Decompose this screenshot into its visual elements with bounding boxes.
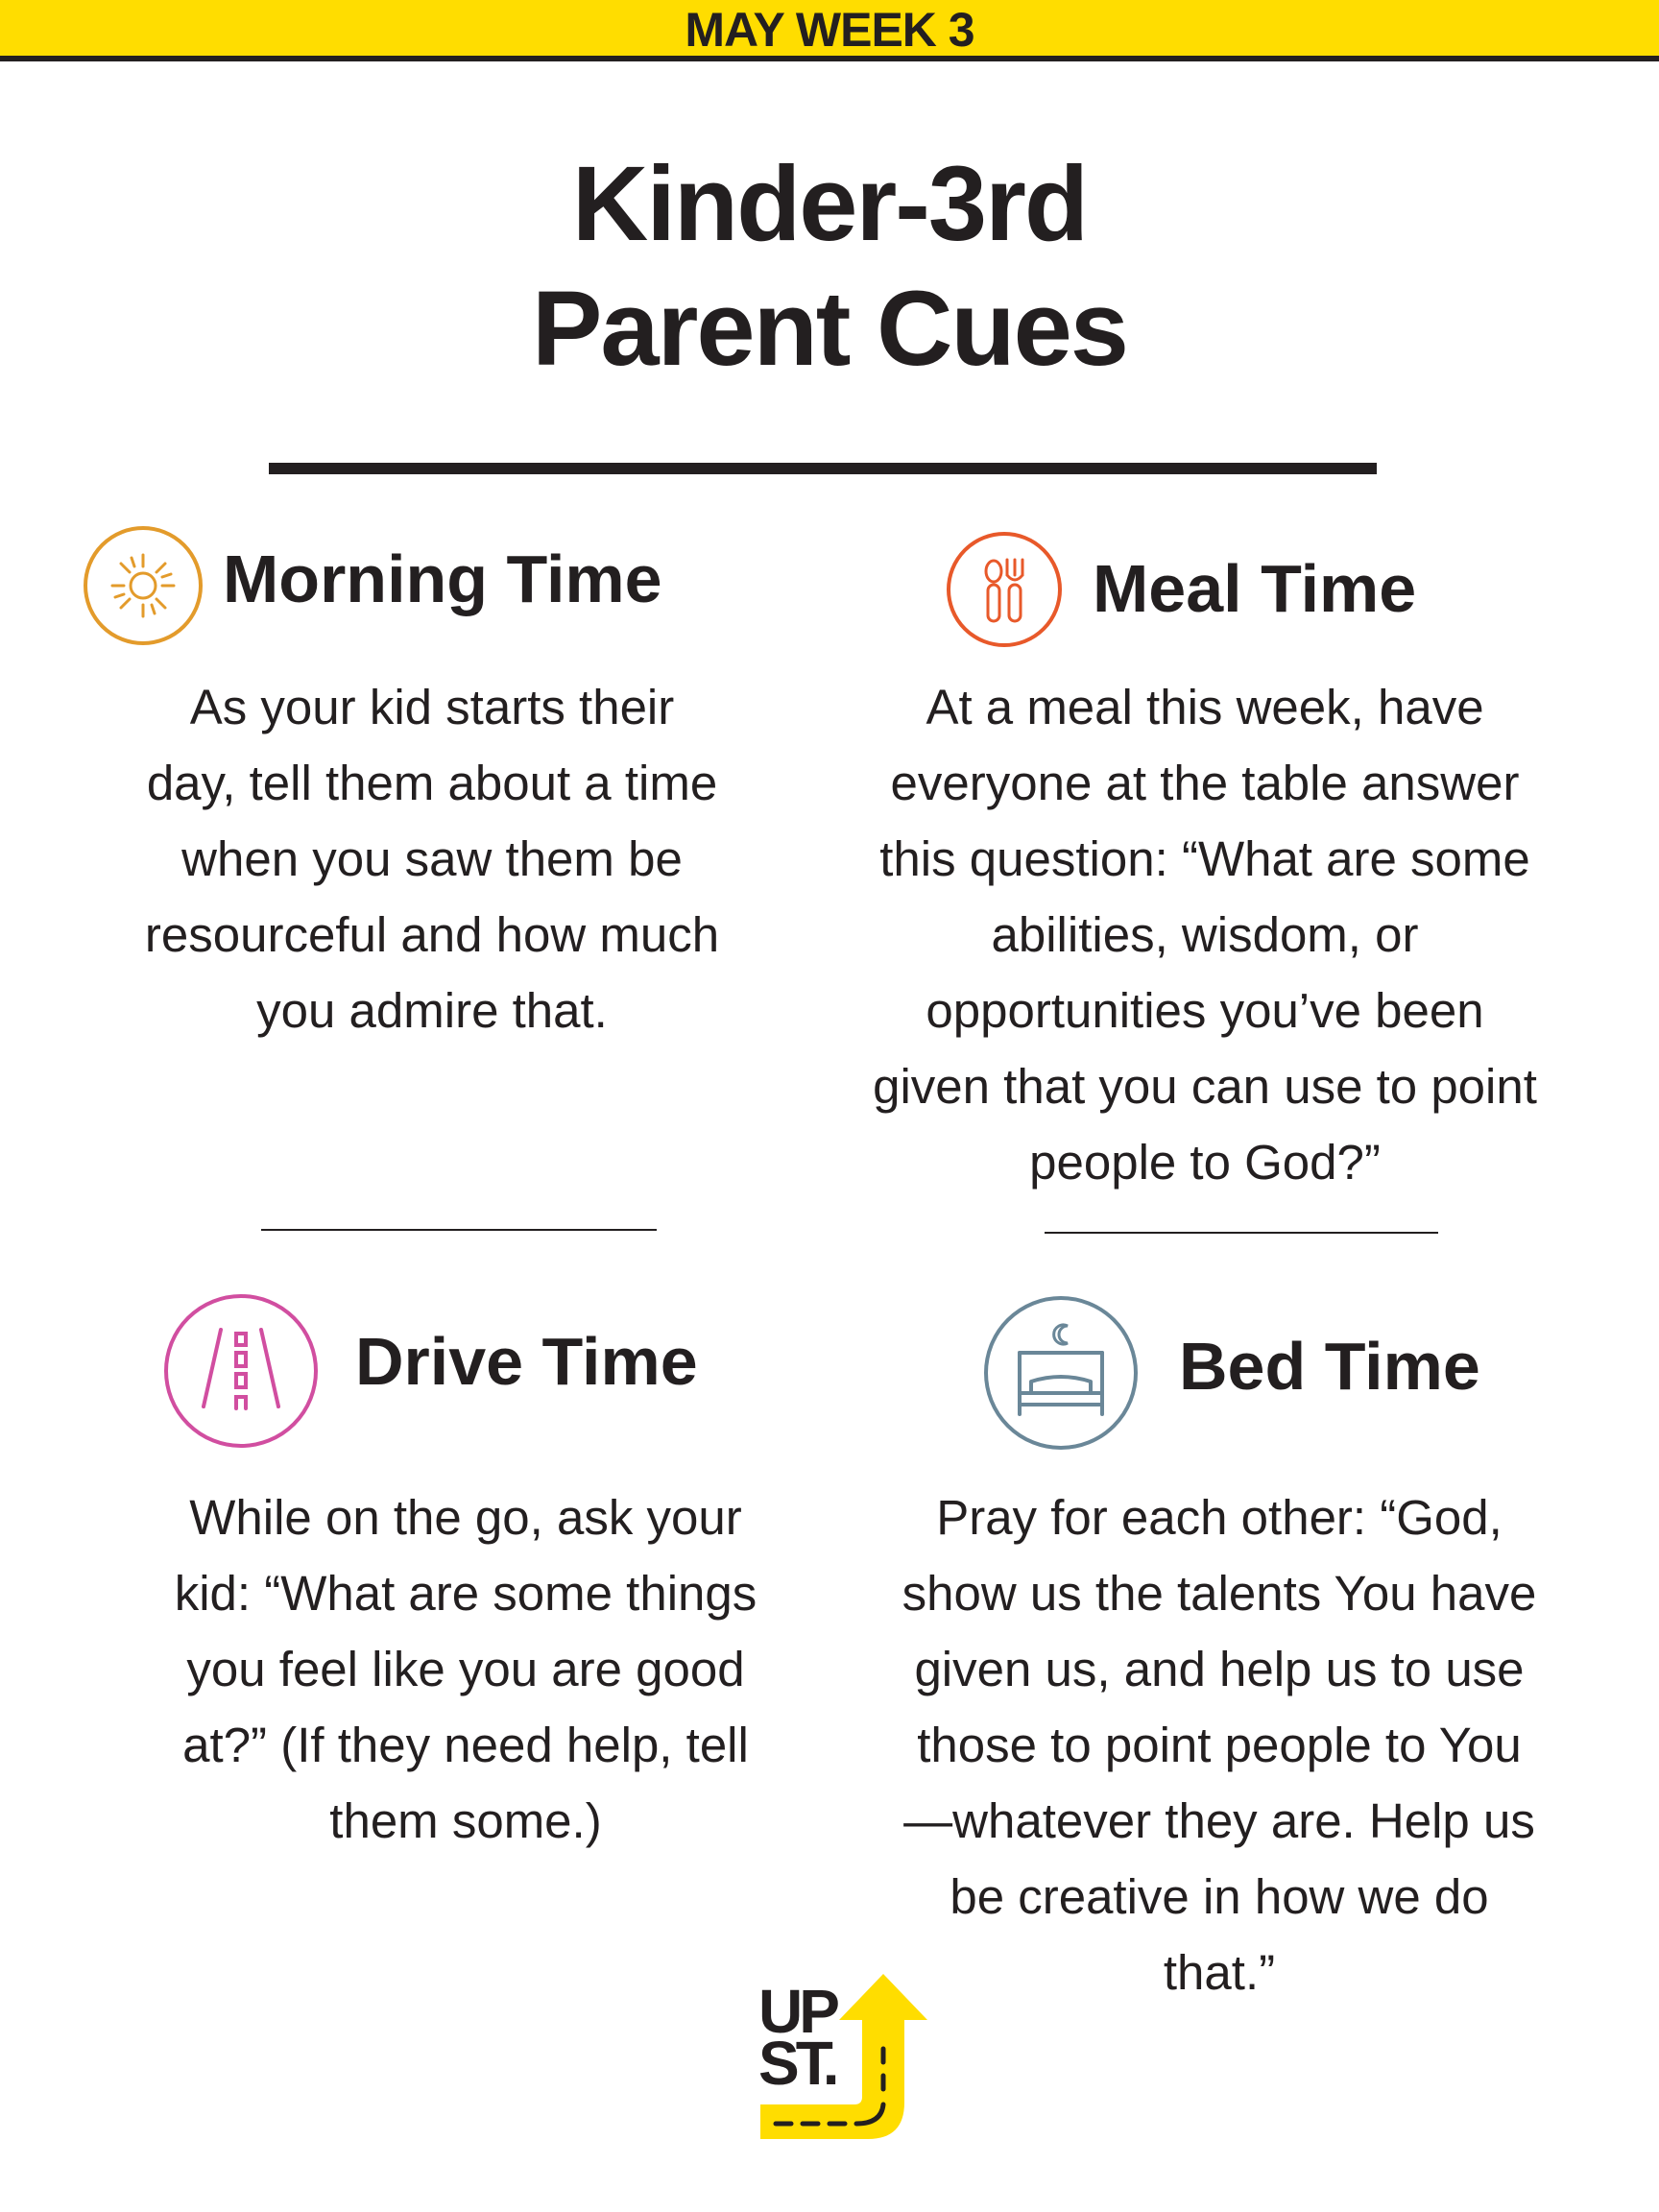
title-divider (269, 463, 1377, 474)
logo-text-line-1: UP (758, 1977, 836, 2046)
page-title-line-1: Kinder-3rd (571, 145, 1088, 263)
meal-line: everyone at the table answer (890, 756, 1520, 810)
bed-line: Pray for each other: “God, (936, 1490, 1503, 1545)
drive-line: kid: “What are some things (174, 1566, 757, 1621)
section-divider-right (1045, 1232, 1438, 1234)
meal-time-heading: Meal Time (1093, 551, 1417, 626)
morning-line: you admire that. (256, 983, 608, 1038)
bed-time-heading: Bed Time (1179, 1329, 1480, 1404)
bed-line: be creative in how we do (950, 1869, 1489, 1924)
page-title-line-2: Parent Cues (532, 270, 1127, 388)
bed-line: —whatever they are. Help us (903, 1793, 1535, 1848)
page-title (0, 142, 1659, 392)
meal-time-text (821, 669, 1589, 1200)
drive-time-text (101, 1479, 830, 1859)
drive-line: at?” (If they need help, tell (182, 1718, 749, 1772)
meal-line: At a meal this week, have (926, 680, 1484, 734)
bed-line: show us the talents You have (902, 1566, 1537, 1621)
morning-line: day, tell them about a time (146, 756, 718, 810)
upstreet-logo (749, 1970, 941, 2143)
sun-icon (81, 523, 205, 648)
week-label: MAY WEEK 3 (685, 3, 974, 57)
bed-line: given us, and help us to use (914, 1642, 1525, 1696)
road-icon (161, 1291, 321, 1451)
utensils-icon (944, 529, 1065, 650)
drive-line: you feel like you are good (186, 1642, 745, 1696)
morning-time-text (86, 669, 778, 1048)
week-banner (0, 0, 1659, 61)
bed-time-text (845, 1479, 1594, 2010)
morning-line: when you saw them be (181, 831, 683, 886)
bed-line: those to point people to You (917, 1718, 1522, 1772)
meal-line: this question: “What are some (879, 831, 1530, 886)
drive-line: While on the go, ask your (189, 1490, 742, 1545)
bed-icon (981, 1293, 1141, 1453)
morning-line: As your kid starts their (189, 680, 675, 734)
drive-time-heading: Drive Time (355, 1324, 698, 1399)
drive-line: them some.) (329, 1793, 602, 1848)
meal-line: abilities, wisdom, or (991, 907, 1419, 962)
bed-line: that.” (1163, 1945, 1276, 2000)
logo-text-line-2: ST. (758, 2029, 836, 2098)
morning-line: resourceful and how much (144, 907, 720, 962)
meal-line: people to God?” (1029, 1135, 1381, 1190)
meal-line: given that you can use to point (873, 1059, 1537, 1114)
section-divider-left (261, 1229, 657, 1231)
meal-line: opportunities you’ve been (926, 983, 1484, 1038)
morning-time-heading: Morning Time (223, 541, 662, 616)
